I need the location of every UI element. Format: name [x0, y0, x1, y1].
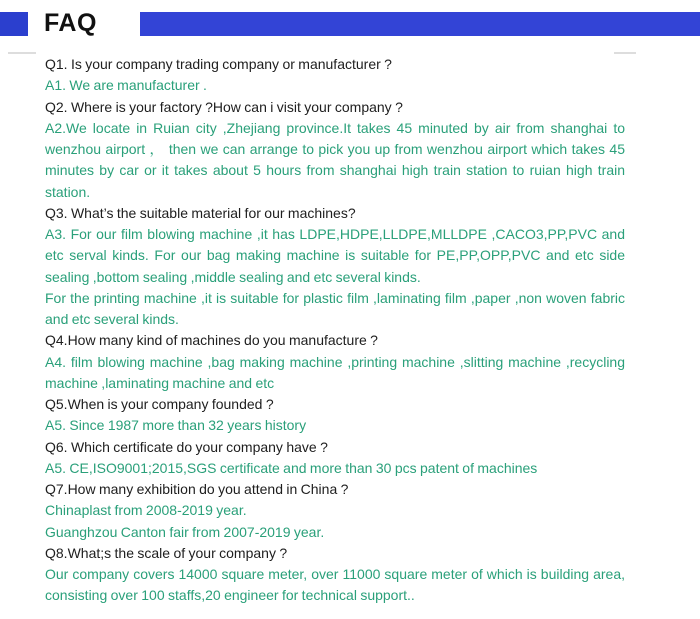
answer-7-part-2: Guanghzou Canton fair from 2007-2019 year. [45, 523, 325, 540]
question-3: Q3. What’s the suitable material for our machines? [45, 204, 356, 221]
question-8: Q8.What;s the scale of your company ? [45, 544, 288, 561]
question-5: Q5.When is your company founded ? [45, 396, 274, 412]
question-2: Q2. Where is your factory ?How can i visit your company ? [45, 98, 403, 115]
left-divider [8, 52, 36, 54]
question-4: Q4.How many kind of machines do you manufacture ? [45, 332, 378, 349]
answer-4: A4. film blowing machine ,bag making machine ,printing machine ,slitting machine ,recycling machine ,laminating machine and etc [45, 353, 625, 391]
question-7: Q7.How many exhibition do you attend in China ? [45, 481, 349, 497]
answer-3-part-2: For the printing machine ,it is suitable for plastic film ,laminating film ,paper ,non woven fabric and etc several kinds. [45, 289, 625, 327]
faq-list [45, 54, 625, 607]
answer-8: Our company covers 14000 square meter, over 11000 square meter of which is building area, consisting over 100 staffs,20 engineer for technical support.. [45, 566, 625, 604]
faq-header [0, 0, 700, 40]
question-6: Q6. Which certificate do your company have ? [45, 438, 328, 455]
header-blue-bar [140, 12, 700, 36]
page-title: FAQ [44, 9, 97, 37]
header-accent-block [0, 12, 28, 36]
answer-7-part-1: Chinaplast from 2008-2019 year. [45, 502, 247, 519]
answer-6: A5. CE,ISO9001;2015,SGS certificate and more than 30 pcs patent of machines [45, 459, 538, 476]
answer-5: A5. Since 1987 more than 32 years history [45, 417, 307, 434]
answer-3-part-1: A3. For our film blowing machine ,it has LDPE,HDPE,LLDPE,MLLDPE ,CACO3,PP,PVC and etc serval kinds. For our bag making machine is suitable for PE,PP,OPP,PVC and etc side sealing ,bottom sealing ,middle sealing and etc several kinds. [45, 226, 625, 285]
answer-2: A2.We locate in Ruian city ,Zhejiang province.It takes 45 minuted by air from shanghai to wenzhou airport ， then we can arrange to pick you up from wenzhou airport which takes 45 minutes by car or it takes about 5 hours from shanghai high train station to ruian high train station. [45, 119, 625, 200]
question-1: Q1. Is your company trading company or manufacturer ? [45, 56, 392, 72]
answer-1: A1. We are manufacturer . [45, 77, 207, 94]
